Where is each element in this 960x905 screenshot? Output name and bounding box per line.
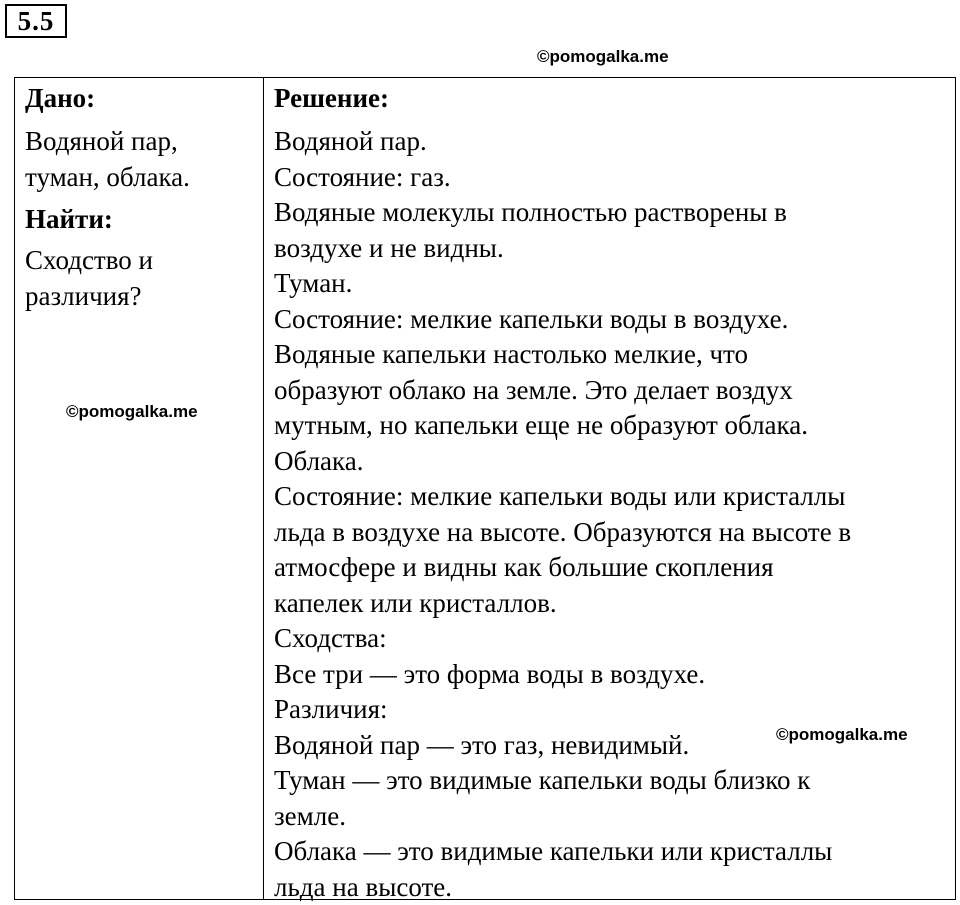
solution-line: Состояние: мелкие капельки воды в воздухе.: [274, 302, 949, 338]
given-line: Водяной пар,: [25, 124, 257, 160]
solution-line: воздухе и не видны.: [274, 231, 949, 267]
column-divider: [263, 78, 264, 899]
solution-heading: Решение:: [274, 80, 949, 116]
given-line: туман, облака.: [25, 160, 257, 196]
solution-line: земле.: [274, 799, 949, 835]
problem-number: 5.5: [5, 4, 67, 38]
find-heading: Найти:: [25, 201, 257, 237]
solution-line: Состояние: мелкие капельки воды или кристаллы: [274, 479, 949, 515]
solution-line: мутным, но капельки еще не образуют облака.: [274, 408, 949, 444]
solution-text: [274, 124, 949, 905]
solution-column: [274, 80, 949, 905]
solution-line: атмосфере и видны как большие скопления: [274, 550, 949, 586]
solution-line: льда на высоте.: [274, 870, 949, 905]
solution-line: Водяной пар.: [274, 124, 949, 160]
solution-line: Сходства:: [274, 621, 949, 657]
solution-line: капелек или кристаллов.: [274, 586, 949, 622]
solution-line: Туман — это видимые капельки воды близко к: [274, 763, 949, 799]
watermark-left: ©pomogalka.me: [66, 402, 198, 422]
solution-line: льда в воздухе на высоте. Образуются на высоте в: [274, 515, 949, 551]
find-text: [25, 243, 257, 314]
solution-line: Состояние: газ.: [274, 160, 949, 196]
solution-line: Все три — это форма воды в воздухе.: [274, 657, 949, 693]
solution-line: Водяные капельки настолько мелкие, что: [274, 337, 949, 373]
find-line: различия?: [25, 279, 257, 315]
given-heading: Дано:: [25, 80, 257, 116]
watermark-right: ©pomogalka.me: [776, 725, 908, 745]
solution-line: Различия:: [274, 692, 949, 728]
given-column: [25, 80, 257, 314]
watermark-top: ©pomogalka.me: [537, 47, 669, 67]
solution-line: Облака — это видимые капельки или кристаллы: [274, 834, 949, 870]
solution-line: Туман.: [274, 266, 949, 302]
solution-table: [14, 77, 956, 900]
find-line: Сходство и: [25, 243, 257, 279]
solution-line: Облака.: [274, 444, 949, 480]
given-text: [25, 124, 257, 195]
solution-line: Водяные молекулы полностью растворены в: [274, 195, 949, 231]
solution-line: образуют облако на земле. Это делает воздух: [274, 373, 949, 409]
solution-line: Водяной пар — это газ, невидимый.: [274, 728, 949, 764]
